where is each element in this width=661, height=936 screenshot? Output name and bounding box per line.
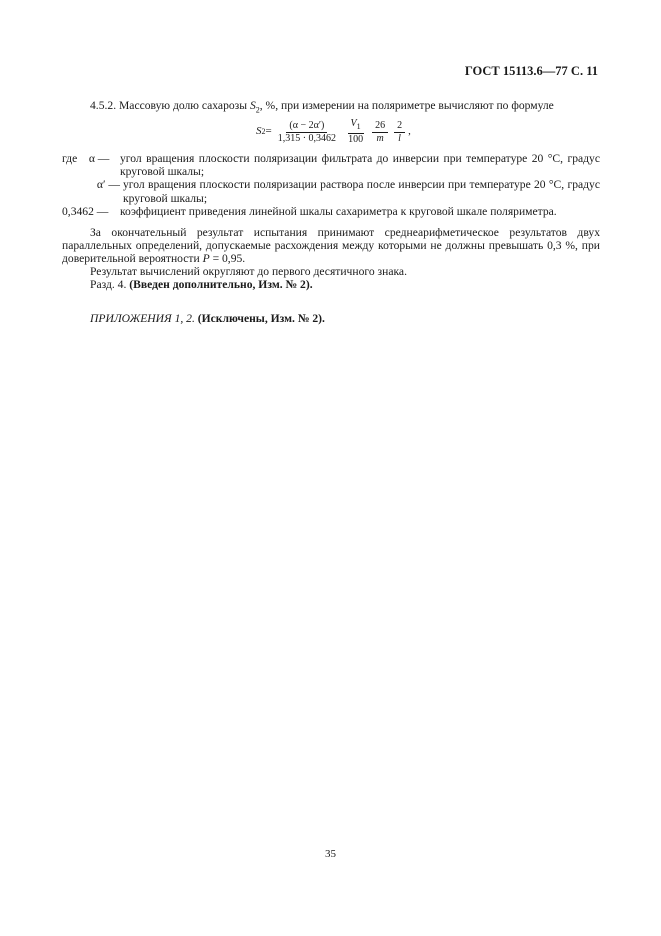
fraction-volume: $\frac{V_1}{100}$ — [348, 118, 364, 145]
fraction-mass: $\frac{26}{m}$ — [372, 120, 388, 145]
clause-number: 4.5.2. — [90, 99, 117, 112]
paragraph-section-note: Разд. 4. (Введен дополнительно, Изм. № 2). — [90, 278, 313, 291]
paragraph-4-5-2: 4.5.2. Массовую долю сахарозы $S_2$, %, при измерении на поляриметре вычисляют по формуле — [90, 99, 554, 115]
definition-coefficient: 0,3462 — коэффициент приведения линейной шкалы сахариметра к круговой шкале поляриметра. — [62, 204, 557, 218]
definition-alpha-prime: α′ — угол вращения плоскости поляризации раствора после инверсии при температуре 20 °С, градус круговой шкалы; — [96, 178, 600, 205]
fraction-length: $\frac{2}{l}$ — [394, 120, 405, 145]
symbol-s: S — [249, 99, 256, 112]
fraction-alpha: $\frac{(\alpha - 2\alpha')}{1,315 \cdot 0,3462}$ — [277, 119, 337, 144]
paragraph-rounding: Результат вычислений округляют до первого десятичного знака. — [90, 265, 407, 278]
page-header: ГОСТ 15113.6—77 С. 11 — [464, 64, 598, 78]
definitions-list — [62, 152, 600, 218]
paragraph-result: За окончательный результат испытания принимают среднеарифметическое результатов двух параллельных определений, допускаемые расхождения между которыми не должны превышать 0,3 %, при доверительной вероятности P = 0,95. — [62, 226, 600, 266]
paragraph-appendices: ПРИЛОЖЕНИЯ 1, 2. (Исключены, Изм. № 2). — [90, 312, 325, 325]
page-number: 35 — [325, 848, 336, 860]
definition-alpha: где α — угол вращения плоскости поляризации фильтрата до инверсии при температуре 20 °С, градус круговой шкалы; — [62, 152, 600, 179]
formula-s2: S 2 = $\frac{(\alpha - 2\alpha')}{1,315 \cdot 0,3462}$ $\frac{V_1}{100}$ $\frac{26}{m}$ $\frac{2}{l}$ , — [256, 118, 411, 145]
